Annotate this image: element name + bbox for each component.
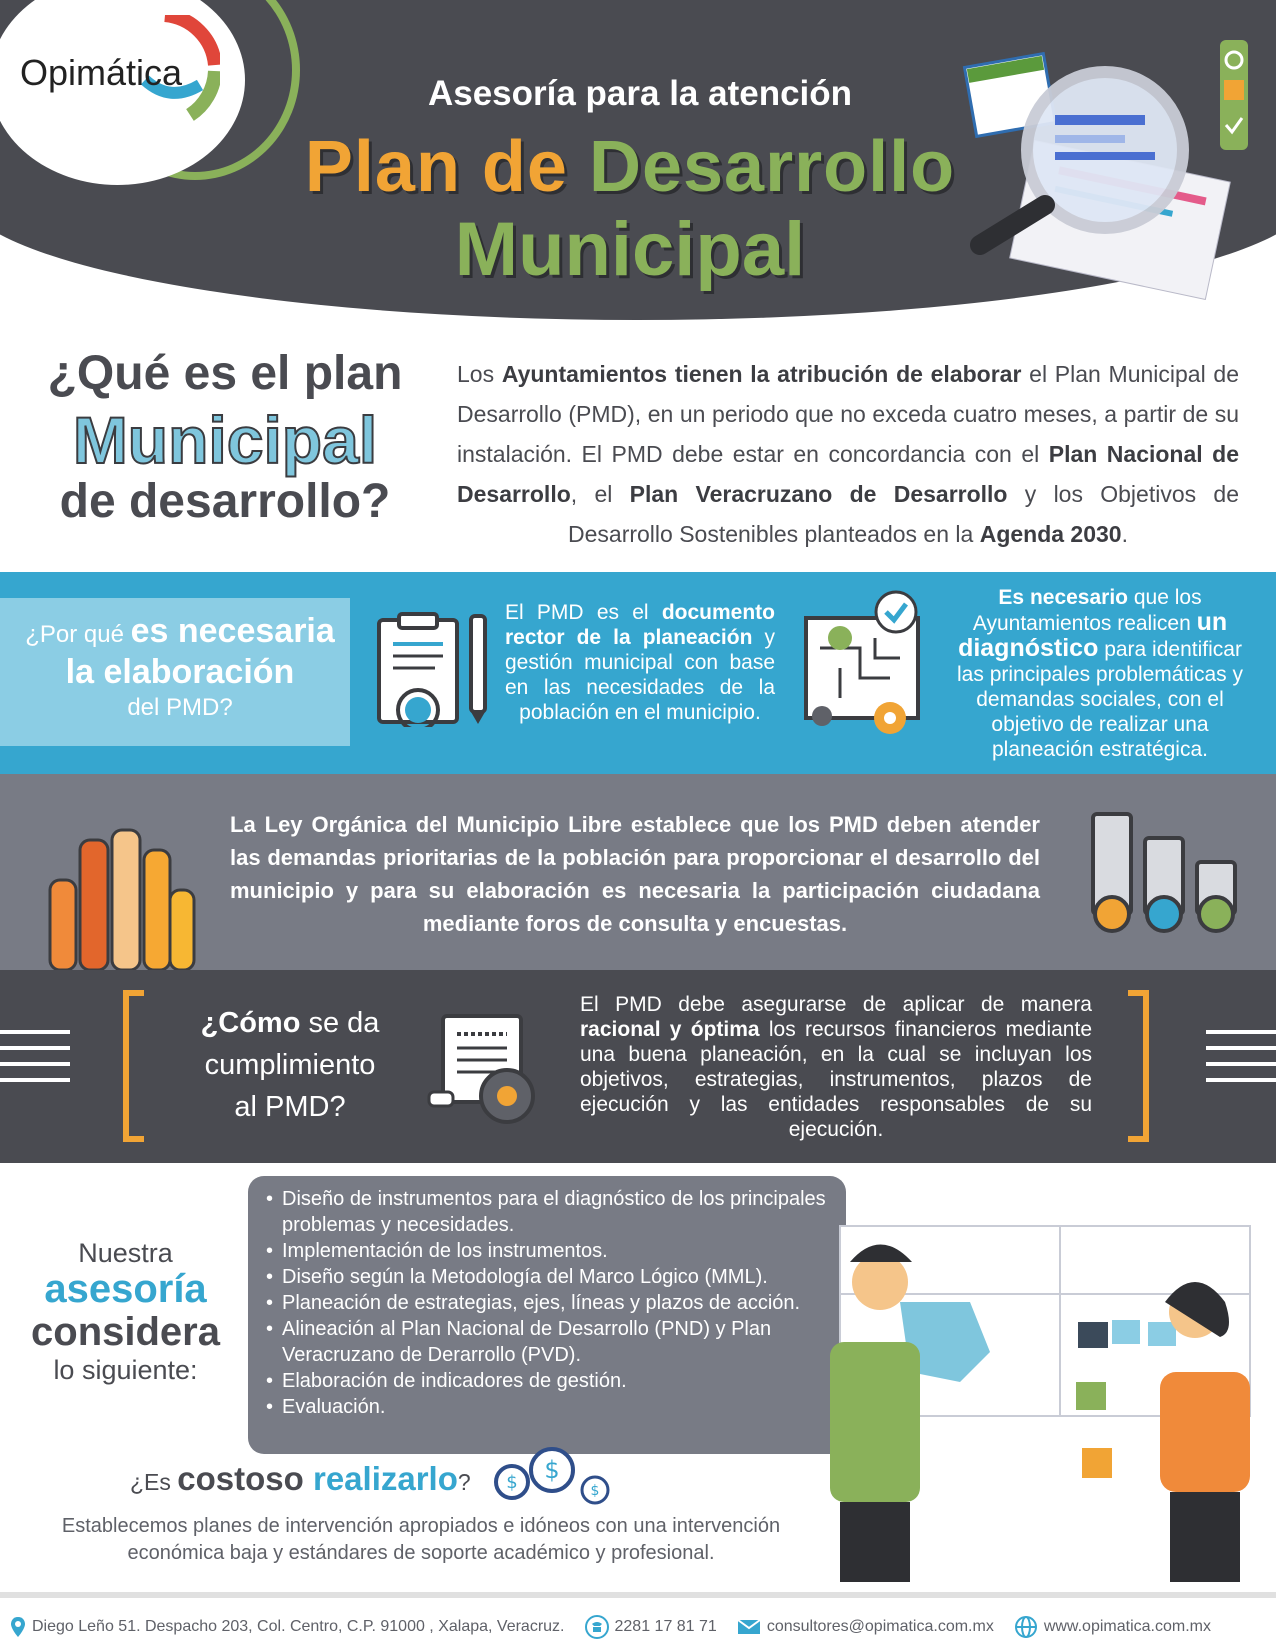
cost-q-part: ¿Es — [130, 1469, 178, 1495]
bracket-right-icon — [1124, 990, 1150, 1142]
why-text-2 — [945, 585, 1255, 762]
intro-question-line1: ¿Qué es el plan — [47, 347, 403, 400]
footer-phone[interactable] — [585, 1615, 717, 1639]
svg-text:$: $ — [506, 1472, 518, 1493]
bracket-left-icon — [122, 990, 148, 1142]
footer-email-text: consultores@opimatica.com.mx — [766, 1618, 994, 1635]
money-coins-icon — [492, 1446, 612, 1506]
why-q-part: la elaboración — [65, 653, 295, 691]
footer-web[interactable] — [1014, 1615, 1211, 1639]
why-t2-part: para identificar las principales problemáticas y demandas sociales, con el objetivo de realizar una planeación estratégica. — [957, 638, 1243, 761]
decorative-lines-left — [0, 1030, 70, 1082]
intro-text: , el — [570, 481, 630, 507]
how-q-part: al PMD? — [234, 1091, 346, 1123]
globe-icon — [1014, 1615, 1038, 1639]
why-q-part: ¿Por qué — [25, 621, 131, 648]
svg-text:$: $ — [590, 1483, 600, 1499]
intro-question-line3: de desarrollo? — [59, 475, 391, 528]
list-item: • Planeación de estrategias, ejes, líneas y plazos de acción. — [266, 1290, 846, 1316]
header-subtitle: Asesoría para la atención — [427, 74, 853, 113]
how-q-part: se da — [300, 1007, 380, 1039]
magnifier-document-icon — [960, 30, 1260, 300]
list-item: • Diseño según la Metodología del Marco Lógico (MML). — [266, 1264, 846, 1290]
intro-text: y los Objetivos de Desarrollo Sostenibles planteados en la — [568, 481, 1240, 547]
footer — [10, 1610, 1270, 1644]
how-question — [170, 1002, 410, 1128]
intro-question-line2: Municipal — [72, 403, 378, 477]
header — [0, 0, 1276, 320]
decorative-lines-right — [1206, 1030, 1276, 1082]
cost-question — [130, 1460, 471, 1498]
raised-hands-icon — [40, 810, 200, 970]
why-text-1 — [505, 600, 775, 725]
how-q-bold: ¿Cómo — [200, 1007, 301, 1039]
why-t2-bold: un diagnóstico — [958, 608, 1228, 662]
how-t-part: los recursos financieros mediante una buena planeación, en la cual se incluyan los objetivos, estrategias, instrumentos, plazos de ejecución y las entidades responsables de su ejecución. — [580, 1018, 1092, 1141]
how-text — [580, 992, 1092, 1142]
logo-text: Opimática — [20, 52, 183, 93]
intro-bold: Agenda 2030 — [979, 521, 1122, 547]
why-t1-bold: documento rector de la planeación — [505, 601, 775, 649]
email-icon — [737, 1618, 761, 1636]
footer-address-text: Diego Leño 51. Despacho 203, Col. Centro, C.P. 91000 , Xalapa, Veracruz. — [32, 1618, 565, 1635]
intro-text: . — [1121, 521, 1128, 547]
location-pin-icon — [10, 1616, 26, 1638]
cost-q-part: costoso — [177, 1460, 304, 1497]
planning-team-illustration-icon — [820, 1222, 1260, 1582]
clipboard-pen-icon — [375, 612, 495, 727]
document-gear-icon — [425, 1012, 540, 1127]
header-title-line2: Municipal — [454, 207, 806, 292]
cost-text: Establecemos planes de intervención apropiados e idóneos con una intervención económica baja y estándares de soporte académico y profesional. — [61, 1515, 781, 1564]
why-question — [10, 612, 350, 722]
cost-q-part: realizarlo — [303, 1460, 458, 1497]
intro-text: el Plan Municipal de Desarrollo (PMD), en un periodo que no exceda cuatro meses, a partir de su instalación. El PMD debe estar en concordancia con el — [457, 361, 1239, 467]
intro-bold: Plan Veracruzano de Desarrollo — [629, 481, 1008, 507]
why-q-part: del PMD? — [127, 694, 233, 721]
advice-h-part: considera — [31, 1310, 220, 1354]
people-bar-chart-icon — [1085, 808, 1245, 938]
footer-email[interactable] — [737, 1618, 994, 1636]
header-title-line1 — [240, 126, 1020, 208]
footer-phone-text: 2281 17 81 71 — [614, 1618, 717, 1635]
advice-h-part: Nuestra — [78, 1238, 173, 1268]
list-item: • Diseño de instrumentos para el diagnóstico de los principales problemas y necesidades. — [266, 1186, 846, 1238]
how-t-part: El PMD debe asegurarse de aplicar de manera — [580, 993, 1092, 1016]
why-t2-bold: Es necesario — [998, 586, 1129, 609]
law-text: La Ley Orgánica del Municipio Libre establece que los PMD deben atender las demandas prioritarias de la población para proporcionar el desarrollo del municipio y para su elaboración es necesaria la participación ciudadana mediante foros de consulta y encuestas. — [230, 812, 1040, 936]
intro-bold: Ayuntamientos tienen la atribución de elaborar — [501, 361, 1022, 387]
footer-web-text: www.opimatica.com.mx — [1043, 1618, 1211, 1635]
intro-text: Los — [457, 361, 502, 387]
cost-q-part: ? — [457, 1469, 471, 1495]
list-item: • Implementación de los instrumentos. — [266, 1238, 846, 1264]
advice-list — [266, 1186, 846, 1420]
list-item: • Alineación al Plan Nacional de Desarrollo (PND) y Plan Veracruzano de Derarrollo (PVD). — [266, 1316, 846, 1368]
list-item: • Evaluación. — [266, 1394, 846, 1420]
svg-text:$: $ — [544, 1456, 560, 1484]
why-t1-part: y gestión municipal con base en las necesidades de la población en el municipio. — [505, 626, 775, 724]
advice-h-part: lo siguiente: — [53, 1355, 198, 1385]
why-q-part: es necesaria — [130, 612, 335, 650]
footer-divider — [0, 1592, 1276, 1598]
advice-h-part: asesoría — [44, 1267, 207, 1311]
diagnosis-map-icon — [800, 588, 930, 748]
footer-address — [10, 1616, 565, 1638]
list-item: • Elaboración de indicadores de gestión. — [266, 1368, 846, 1394]
how-q-part: cumplimiento — [204, 1049, 376, 1081]
title-part-orange: Plan de — [304, 127, 568, 207]
phone-icon — [585, 1615, 609, 1639]
why-t2-part: que los Ayuntamientos realicen — [972, 586, 1202, 635]
intro-paragraph — [457, 354, 1239, 554]
advice-heading — [18, 1238, 233, 1386]
how-t-bold: racional y óptima — [580, 1018, 760, 1041]
intro-bold: Plan Nacional de Desarrollo — [457, 441, 1239, 507]
why-t1-part: El PMD es el — [505, 601, 662, 624]
title-part-green: Desarrollo — [588, 127, 956, 207]
